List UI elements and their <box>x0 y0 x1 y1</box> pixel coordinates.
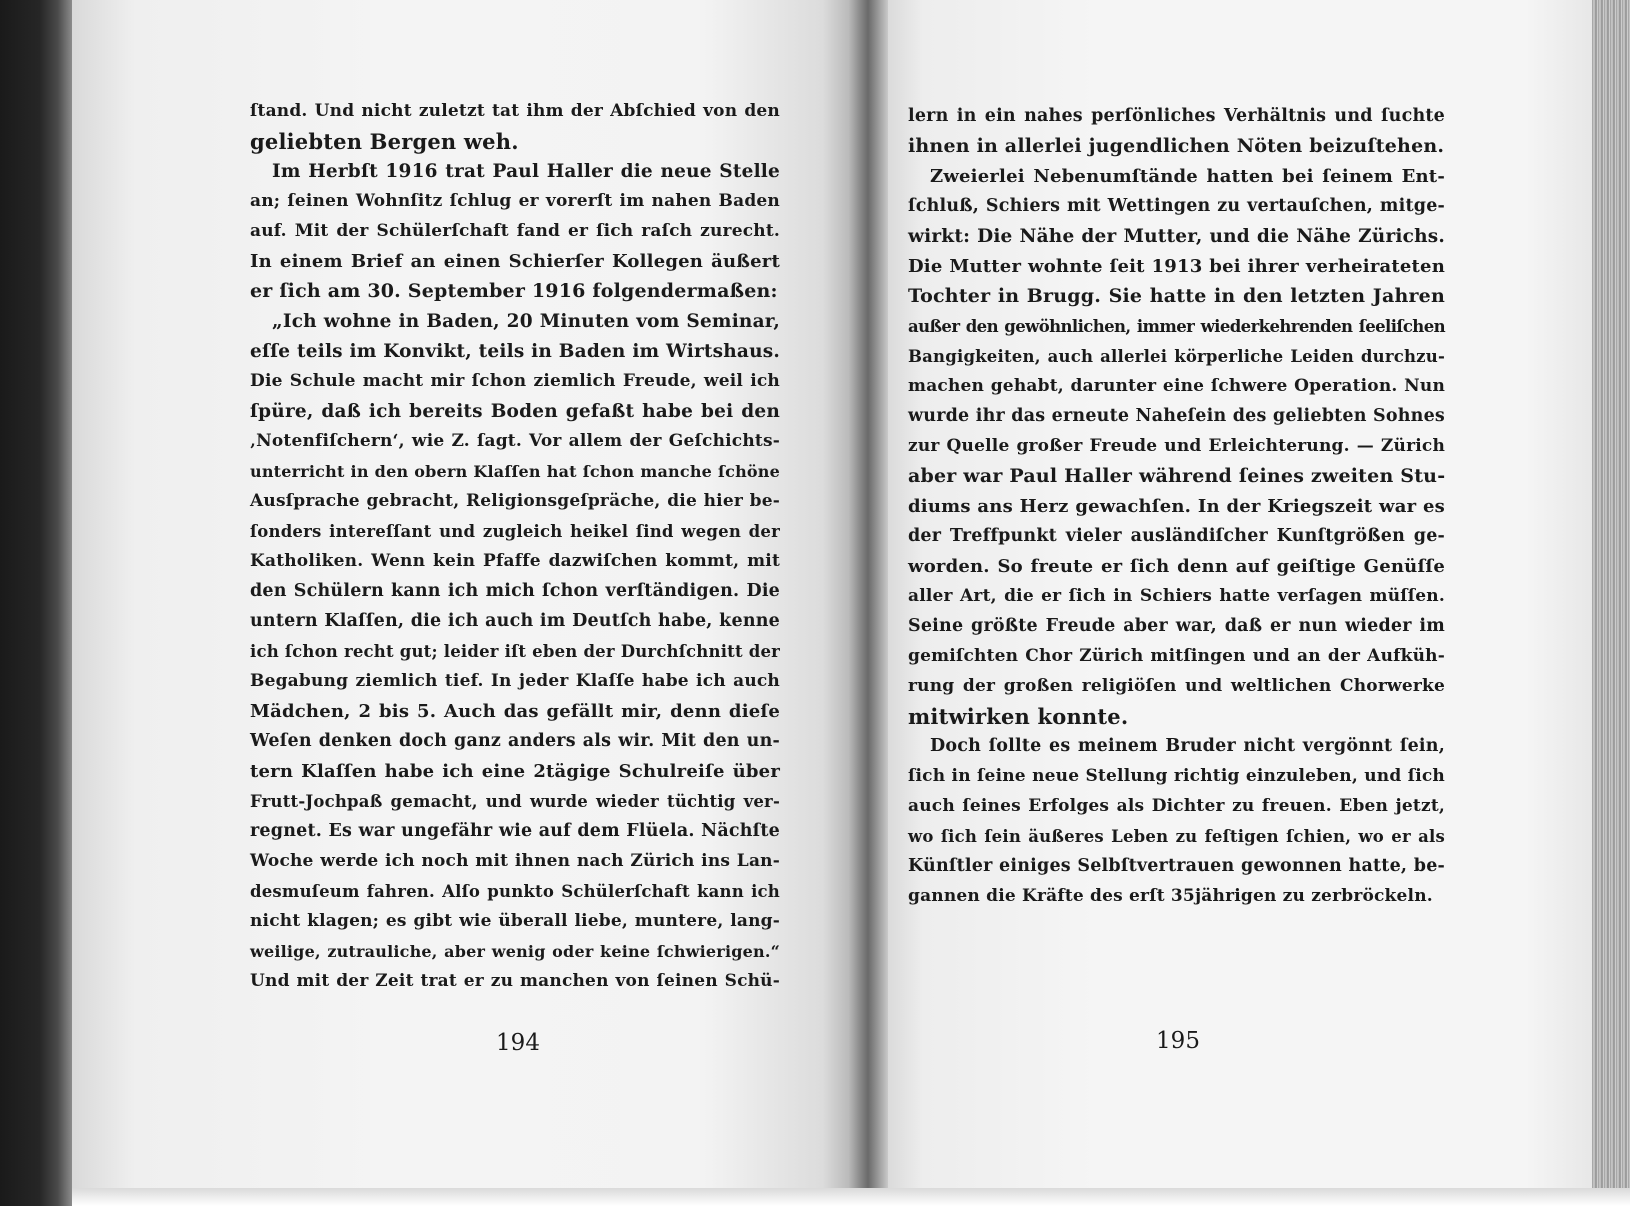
text-line: ſich in ſeine neue Stellung richtig einzuleben, und ſich <box>908 766 1445 786</box>
text-line: mitwirken konnte. <box>908 704 1129 729</box>
text-line: an; ſeinen Wohnſitz ſchlug er vorerſt im nahen Baden <box>250 191 780 211</box>
text-line: ich ſchon recht gut; leider iſt eben der Durchſchnitt der <box>250 642 781 661</box>
text-line: wo ſich ſein äußeres Leben zu feſtigen ſchien, wo er als <box>908 827 1445 846</box>
text-line: Weſen denken doch ganz anders als wir. Mit den un- <box>250 731 780 751</box>
text-line: gemiſchten Chor Zürich mitſingen und an der Aufküh- <box>908 646 1445 666</box>
text-line: ſtand. Und nicht zuletzt tat ihm der Abſchied von den <box>250 101 780 121</box>
cover-edge-left <box>0 0 72 1206</box>
text-line: wirkt: Die Nähe der Mutter, und die Nähe Zürichs. <box>908 226 1445 247</box>
text-line: tern Klaſſen habe ich eine 2tägige Schulreiſe über <box>250 761 780 782</box>
text-line: Begabung ziemlich tief. In jeder Klaſſe habe ich auch <box>250 671 780 691</box>
text-line: rung der großen religiöſen und weltlichen Chorwerke <box>908 676 1445 696</box>
text-line: Künſtler einiges Selbſtvertrauen gewonnen hatte, be- <box>908 856 1445 876</box>
bottom-margin <box>72 1188 1630 1206</box>
text-line: Zweierlei Nebenumſtände hatten bei ſeinem Ent- <box>930 166 1445 187</box>
text-line: Bangigkeiten, auch allerlei körperliche Leiden durchzu- <box>908 347 1445 366</box>
text-line: Die Schule macht mir ſchon ziemlich Freude, weil ich <box>250 371 780 391</box>
text-line: Seine größte Freude aber war, daß er nun wieder im <box>908 616 1445 636</box>
text-line: Und mit der Zeit trat er zu manchen von ſeinen Schü- <box>250 971 780 991</box>
page-number-left: 194 <box>496 1030 540 1056</box>
text-line: worden. So freute er ſich denn auf geiſtige Genüſſe <box>908 556 1445 577</box>
text-line: unterricht in den obern Klaſſen hat ſchon manche ſchöne <box>250 462 780 481</box>
text-line: untern Klaſſen, die ich auch im Deutſch habe, kenne <box>250 611 780 631</box>
text-line: weilige, zutrauliche, aber wenig oder keine ſchwierigen.“ <box>250 942 780 961</box>
text-line: Woche werde ich noch mit ihnen nach Zürich ins Lan- <box>250 851 780 871</box>
text-line: Die Mutter wohnte ſeit 1913 bei ihrer verheirateten <box>908 256 1445 277</box>
text-line: Ausſprache gebracht, Religionsgeſpräche, die hier be- <box>250 491 780 511</box>
page-stack-edge <box>1592 0 1630 1206</box>
text-line: eſſe teils im Konvikt, teils in Baden im Wirtshaus. <box>250 341 780 362</box>
text-line: zur Quelle großer Freude und Erleichterung. — Zürich <box>908 436 1445 456</box>
text-line: machen gehabt, darunter eine ſchwere Operation. Nun <box>908 376 1445 396</box>
text-line: der Treffpunkt vieler ausländiſcher Kunſtgrößen ge- <box>908 526 1445 546</box>
text-line: Katholiken. Wenn kein Pfaffe dazwiſchen kommt, mit <box>250 551 780 571</box>
text-line: geliebten Bergen weh. <box>250 129 519 154</box>
text-line: er ſich am 30. September 1916 folgendermaßen: <box>250 280 778 302</box>
page-number-right: 195 <box>1156 1028 1200 1054</box>
text-line: ‚Notenfiſchern‘, wie Z. ſagt. Vor allem der Geſchichts- <box>250 431 780 451</box>
text-line: „Ich wohne in Baden, 20 Minuten vom Seminar, <box>272 311 780 332</box>
text-line: gannen die Kräfte des erſt 35jährigen zu zerbröckeln. <box>908 886 1433 906</box>
text-line: auch ſeines Erfolges als Dichter zu freuen. Eben jetzt, <box>908 796 1445 816</box>
text-line: Tochter in Brugg. Sie hatte in den letzten Jahren <box>908 285 1445 307</box>
text-line: außer den gewöhnlichen, immer wiederkehrenden ſeeliſchen <box>908 317 1445 336</box>
text-line: wurde ihr das erneute Naheſein des geliebten Sohnes <box>908 406 1445 426</box>
text-line: nicht klagen; es gibt wie überall liebe, muntere, lang- <box>250 911 780 931</box>
text-line: Im Herbſt 1916 trat Paul Haller die neue Stelle <box>272 161 780 182</box>
text-line: ſonders intereſſant und zugleich heikel ſind wegen der <box>250 522 780 541</box>
text-line: ihnen in allerlei jugendlichen Nöten beizuſtehen. <box>908 135 1445 157</box>
text-line: auf. Mit der Schülerſchaft fand er ſich raſch zurecht. <box>250 221 780 241</box>
text-line: diums ans Herz gewachſen. In der Kriegszeit war es <box>908 496 1445 517</box>
text-line: desmuſeum fahren. Alſo punkto Schülerſchaft kann ich <box>250 882 780 901</box>
text-line: aller Art, die er ſich in Schiers hatte verſagen müſſen. <box>908 586 1445 606</box>
text-line: lern in ein nahes perſönliches Verhältnis und ſuchte <box>908 106 1445 126</box>
text-line: ſpüre, daß ich bereits Boden gefaßt habe bei den <box>250 401 780 422</box>
book-gutter <box>848 0 888 1190</box>
text-line: ſchluß, Schiers mit Wettingen zu vertauſchen, mitge- <box>908 196 1445 216</box>
text-line: aber war Paul Haller während ſeines zweiten Stu- <box>908 465 1446 487</box>
text-line: In einem Brief an einen Schierſer Kollegen äußert <box>250 251 780 272</box>
text-line: Frutt-Jochpaß gemacht, und wurde wieder tüchtig ver- <box>250 792 780 811</box>
text-line: den Schülern kann ich mich ſchon verſtändigen. Die <box>250 581 780 601</box>
text-line: Mädchen, 2 bis 5. Auch das gefällt mir, denn dieſe <box>250 701 780 722</box>
text-line: regnet. Es war ungefähr wie auf dem Flüela. Nächſte <box>250 821 780 841</box>
text-line: Doch ſollte es meinem Bruder nicht vergönnt ſein, <box>930 736 1445 756</box>
